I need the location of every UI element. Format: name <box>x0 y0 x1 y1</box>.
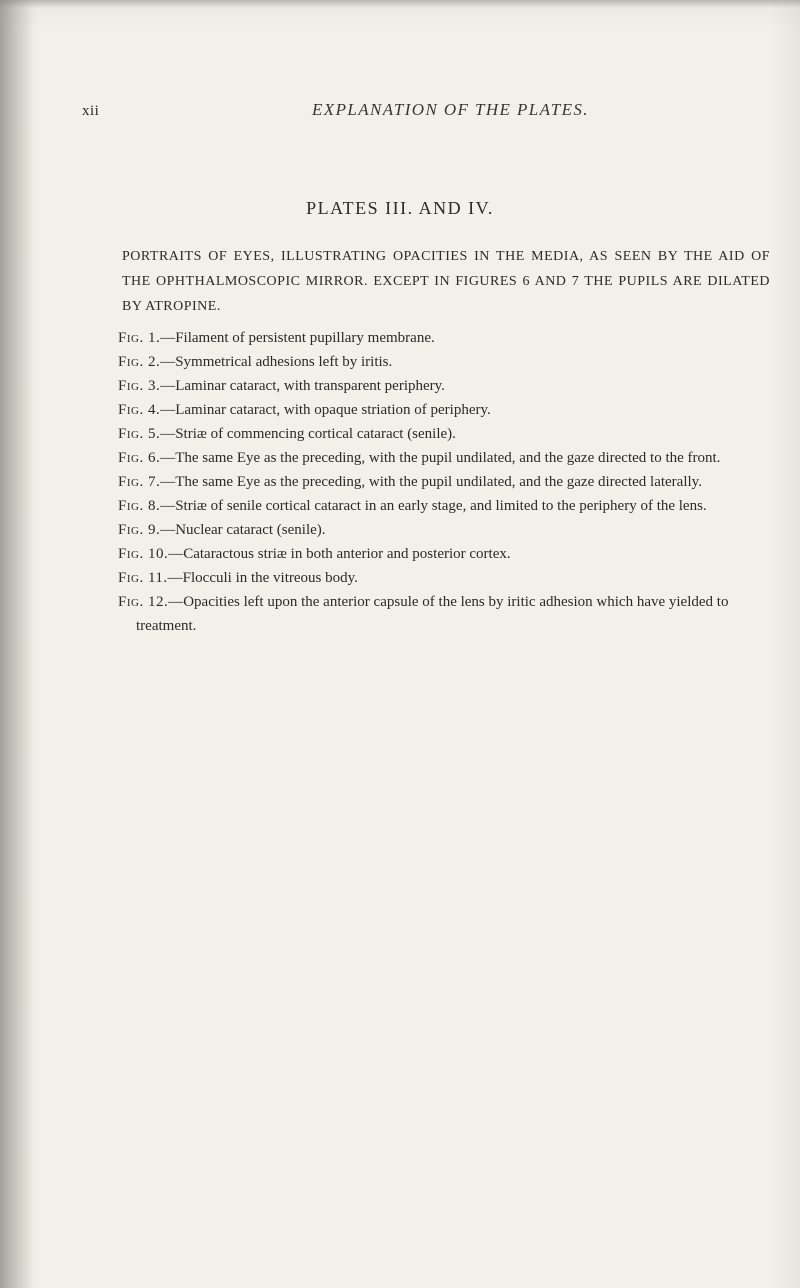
figure-item <box>118 542 778 566</box>
figure-description: —Nuclear cataract (senile). <box>160 522 326 538</box>
figure-item <box>118 494 778 518</box>
plate-introduction: PORTRAITS OF EYES, ILLUSTRATING OPACITIES IN THE MEDIA, AS SEEN BY THE AID OF THE OPHTHALMOSCOPIC MIRROR. EXCEPT IN FIGURES 6 AND 7 THE PUPILS ARE DILATED BY ATROPINE. <box>122 249 770 314</box>
figure-item <box>118 470 778 494</box>
figure-item <box>118 326 778 350</box>
figure-description: —Laminar cataract, with transparent periphery. <box>160 378 445 394</box>
figure-item <box>118 566 778 590</box>
figure-label: Fig. 10. <box>118 546 169 562</box>
figure-label: Fig. 7. <box>118 474 161 490</box>
figure-description: —Filament of persistent pupillary membrane. <box>160 330 435 346</box>
figure-label: Fig. 6. <box>118 450 161 466</box>
running-head: EXPLANATION OF THE PLATES. <box>312 100 589 119</box>
figure-label: Fig. 3. <box>118 378 161 394</box>
figure-description: —Striæ of senile cortical cataract in an early stage, and limited to the periphery of the lens. <box>160 498 707 514</box>
figure-description: —The same Eye as the preceding, with the pupil undilated, and the gaze directed to the front. <box>160 450 721 466</box>
figure-label: Fig. 5. <box>118 426 161 442</box>
figure-label: Fig. 1. <box>118 330 161 346</box>
figure-label: Fig. 12. <box>118 594 169 610</box>
figure-item <box>118 422 778 446</box>
figure-item <box>118 590 778 638</box>
figure-description: —Cataractous striæ in both anterior and posterior cortex. <box>168 546 511 562</box>
figure-description: —The same Eye as the preceding, with the pupil undilated, and the gaze directed laterally. <box>160 474 702 490</box>
figure-list <box>118 326 778 638</box>
plate-section-title: PLATES III. AND IV. <box>306 198 494 218</box>
figure-item <box>118 518 778 542</box>
figure-description: —Striæ of commencing cortical cataract (senile). <box>160 426 456 442</box>
figure-item <box>118 398 778 422</box>
page-top-edge <box>0 0 800 8</box>
figure-description: —Symmetrical adhesions left by iritis. <box>160 354 393 370</box>
figure-item <box>118 374 778 398</box>
page-number: xii <box>82 103 100 119</box>
figure-description: —Flocculi in the vitreous body. <box>167 570 358 586</box>
figure-label: Fig. 9. <box>118 522 161 538</box>
figure-label: Fig. 2. <box>118 354 161 370</box>
figure-label: Fig. 8. <box>118 498 161 514</box>
figure-item <box>118 350 778 374</box>
page-binding-shadow <box>0 0 34 1288</box>
figure-description: —Opacities left upon the anterior capsule of the lens by iritic adhesion which have yielded to treatment. <box>136 594 729 634</box>
figure-label: Fig. 4. <box>118 402 161 418</box>
figure-description: —Laminar cataract, with opaque striation of periphery. <box>160 402 491 418</box>
figure-label: Fig. 11. <box>118 570 168 586</box>
figure-item <box>118 446 778 470</box>
